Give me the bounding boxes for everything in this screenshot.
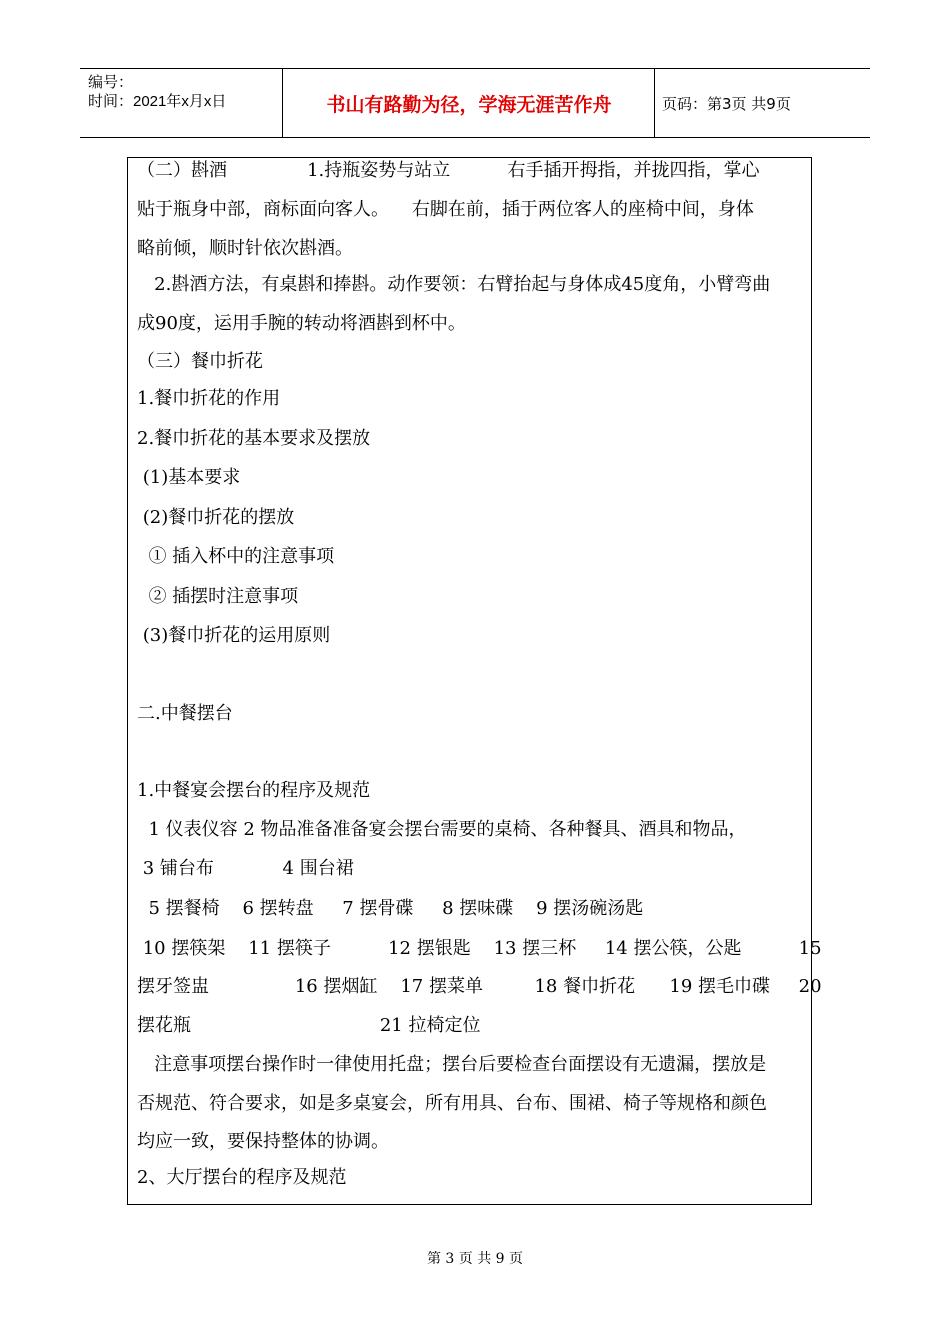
page-header: [80, 68, 870, 138]
header-divider: [654, 69, 655, 137]
header-page-label: 页码：第3页 共9页: [662, 94, 791, 113]
section-heading: （三）餐巾折花: [137, 351, 263, 372]
text-line: 摆花瓶 21 拉椅定位: [137, 1015, 481, 1036]
text-line: 3 铺台布 4 围台裙: [137, 858, 354, 879]
text-line: （二）斟酒 1.持瓶姿势与站立 右手插开拇指，并拢四指，掌心: [137, 160, 760, 181]
page-footer: 第 3 页 共 9 页: [426, 1251, 524, 1267]
text-line: 10 摆筷架 11 摆筷子 12 摆银匙 13 摆三杯 14 摆公筷，公匙 15: [137, 938, 822, 959]
text-line: 贴于瓶身中部，商标面向客人。 右脚在前，插于两位客人的座椅中间，身体: [137, 199, 754, 220]
text-line: ① 插入杯中的注意事项: [137, 546, 335, 567]
header-info: [88, 73, 226, 111]
number-label: 编号：: [88, 74, 134, 91]
text-line: 5 摆餐椅 6 摆转盘 7 摆骨碟 8 摆味碟 9 摆汤碗汤匙: [137, 898, 644, 919]
header-motto: 书山有路勤为径，学海无涯苦作舟: [326, 93, 612, 116]
text-line: 2、大厅摆台的程序及规范: [137, 1167, 347, 1188]
text-line: 1.中餐宴会摆台的程序及规范: [137, 780, 371, 801]
time-label: 时间：2021年x月x日: [88, 93, 227, 110]
text-line: 否规范、符合要求，如是多桌宴会，所有用具、台布、围裙、椅子等规格和颜色: [137, 1093, 767, 1114]
text-line: (3)餐巾折花的运用原则: [137, 625, 331, 646]
header-divider: [282, 69, 283, 137]
section-heading: 二.中餐摆台: [137, 703, 233, 724]
text-line: 2.斟酒方法，有桌斟和捧斟。动作要领：右臂抬起与身体成45度角，小臂弯曲: [137, 274, 771, 295]
text-line: 均应一致，要保持整体的协调。: [137, 1131, 389, 1152]
text-line: 略前倾，顺时针依次斟酒。: [137, 238, 353, 259]
text-line: ② 插摆时注意事项: [137, 586, 299, 607]
text-line: 注意事项摆台操作时一律使用托盘；摆台后要检查台面摆设有无遗漏，摆放是: [137, 1054, 767, 1075]
text-line: 1.餐巾折花的作用: [137, 388, 281, 409]
text-line: (2)餐巾折花的摆放: [137, 507, 295, 528]
text-line: 成90度，运用手腕的转动将酒斟到杯中。: [137, 313, 466, 334]
text-line: (1)基本要求: [137, 467, 241, 488]
text-line: 摆牙签盅 16 摆烟缸 17 摆菜单 18 餐巾折花 19 摆毛巾碟 20: [137, 976, 822, 997]
text-line: 2.餐巾折花的基本要求及摆放: [137, 428, 371, 449]
text-line: 1 仪表仪容 2 物品准备准备宴会摆台需要的桌椅、各种餐具、酒具和物品，: [137, 819, 747, 840]
